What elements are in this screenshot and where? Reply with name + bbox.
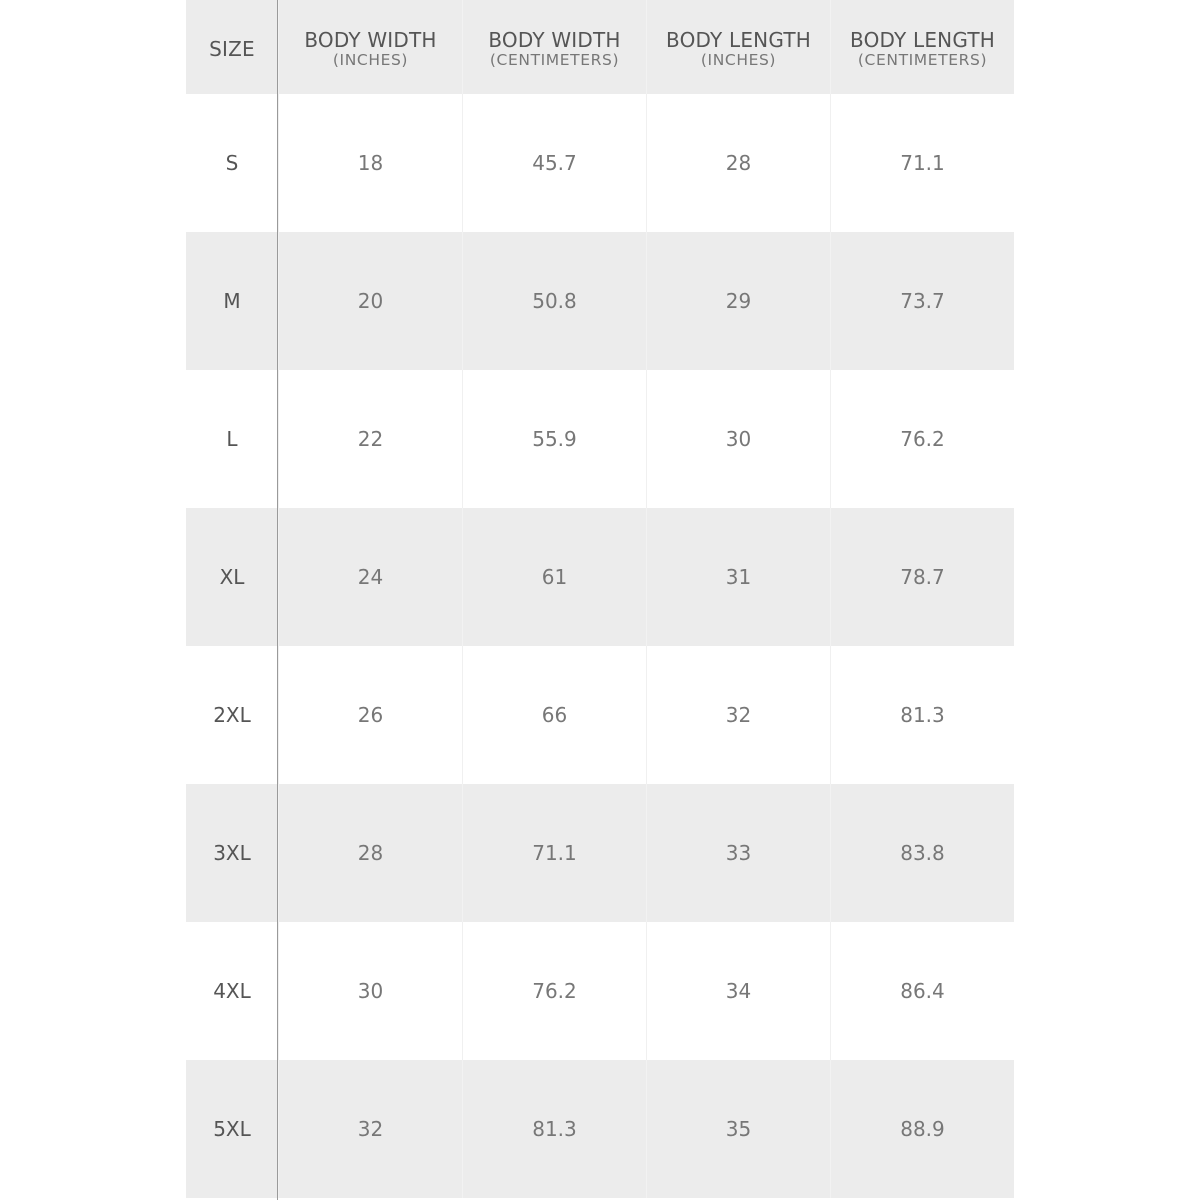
header-size: [186, 0, 278, 94]
header-label: BODY LENGTH: [666, 28, 811, 52]
body-width-inches: 20: [278, 232, 462, 370]
body-length-centimeters: 86.4: [830, 922, 1014, 1060]
body-length-centimeters: 76.2: [830, 370, 1014, 508]
header-body-length-inches: [646, 0, 830, 94]
header-label: BODY WIDTH: [488, 28, 621, 52]
size-chart-table: [186, 0, 1014, 1200]
size-label: 5XL: [186, 1060, 278, 1198]
size-label: M: [186, 232, 278, 370]
body-length-centimeters: 81.3: [830, 646, 1014, 784]
body-width-centimeters: 71.1: [462, 784, 646, 922]
body-width-inches: 22: [278, 370, 462, 508]
body-length-inches: 34: [646, 922, 830, 1060]
header-body-length-centimeters: [830, 0, 1014, 94]
body-width-centimeters: 55.9: [462, 370, 646, 508]
header-label: BODY LENGTH: [850, 28, 995, 52]
body-length-centimeters: 88.9: [830, 1060, 1014, 1198]
body-length-inches: 29: [646, 232, 830, 370]
body-length-centimeters: 73.7: [830, 232, 1014, 370]
body-width-inches: 28: [278, 784, 462, 922]
body-width-centimeters: 61: [462, 508, 646, 646]
body-width-centimeters: 50.8: [462, 232, 646, 370]
body-width-centimeters: 76.2: [462, 922, 646, 1060]
header-label: BODY WIDTH: [304, 28, 437, 52]
header-unit: (INCHES): [700, 51, 777, 69]
size-column-divider: [277, 0, 278, 1200]
header-body-width-inches: [278, 0, 462, 94]
body-length-inches: 32: [646, 646, 830, 784]
size-label: L: [186, 370, 278, 508]
body-length-centimeters: 78.7: [830, 508, 1014, 646]
body-length-inches: 30: [646, 370, 830, 508]
body-width-centimeters: 81.3: [462, 1060, 646, 1198]
body-width-inches: 32: [278, 1060, 462, 1198]
body-width-centimeters: 45.7: [462, 94, 646, 232]
body-length-inches: 28: [646, 94, 830, 232]
size-label: S: [186, 94, 278, 232]
size-label: XL: [186, 508, 278, 646]
header-unit: (INCHES): [332, 51, 409, 69]
size-label: 2XL: [186, 646, 278, 784]
body-width-inches: 24: [278, 508, 462, 646]
size-label: 3XL: [186, 784, 278, 922]
body-width-centimeters: 66: [462, 646, 646, 784]
body-length-inches: 33: [646, 784, 830, 922]
header-unit: (CENTIMETERS): [489, 51, 620, 69]
body-length-centimeters: 71.1: [830, 94, 1014, 232]
header-unit: (CENTIMETERS): [857, 51, 988, 69]
body-width-inches: 26: [278, 646, 462, 784]
body-length-centimeters: 83.8: [830, 784, 1014, 922]
header-body-width-centimeters: [462, 0, 646, 94]
body-width-inches: 30: [278, 922, 462, 1060]
header-size-label: SIZE: [209, 37, 255, 61]
size-label: 4XL: [186, 922, 278, 1060]
body-length-inches: 31: [646, 508, 830, 646]
body-width-inches: 18: [278, 94, 462, 232]
body-length-inches: 35: [646, 1060, 830, 1198]
